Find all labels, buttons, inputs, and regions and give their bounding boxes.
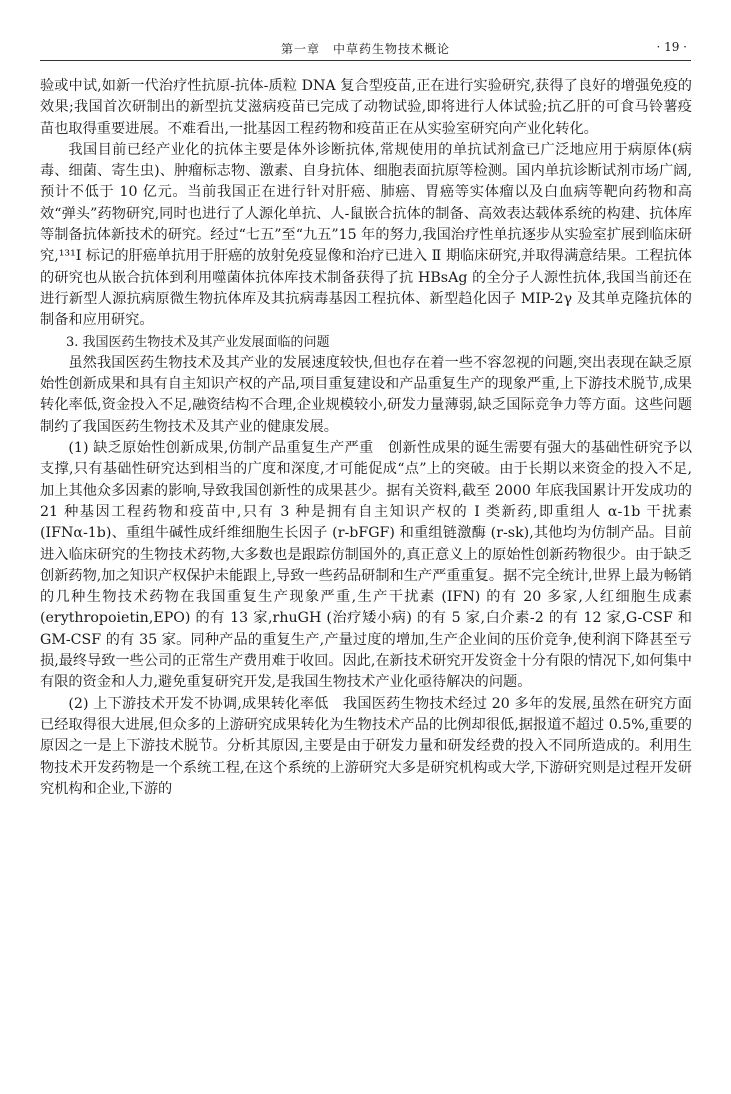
body-text	[40, 76, 692, 800]
running-header	[40, 38, 691, 61]
paragraph: 虽然我国医药生物技术及其产业的发展速度较快,但也存在着一些不容忽视的问题,突出表现在缺乏原始性创新成果和具有自主知识产权的产品,项目重复建设和产品重复生产的现象严重,上下游技术脱节,成果转化率低,资金投入不足,融资结构不合理,企业规模较小,研发力量薄弱,缺乏国际竞争力等方面。这些问题制约了我国医药生物技术及其产业的健康发展。	[40, 354, 692, 435]
paragraph: 验或中试,如新一代治疗性抗原-抗体-质粒 DNA 复合型疫苗,正在进行实验研究,获得了良好的增强免疫的效果;我国首次研制出的新型抗艾滋病疫苗已完成了动物试验,即将进行人体试验;抗乙肝的可食马铃薯疫苗也取得重要进展。不难看出,一批基因工程药物和疫苗正在从实验室研究向产业化转化。	[40, 78, 692, 137]
page-number: · 19 ·	[656, 40, 687, 54]
paragraph: 我国目前已经产业化的抗体主要是体外诊断抗体,常规使用的单抗试剂盒已广泛地应用于病原体(病毒、细菌、寄生虫)、肿瘤标志物、激素、自身抗体、细胞表面抗原等检测。国内单抗诊断试剂市场广阔,预计不低于 10 亿元。当前我国正在进行针对肝癌、肺癌、胃癌等实体瘤以及白血病等靶向药物和高效“弹头”药物研究,同时也进行了人源化单抗、人-鼠嵌合抗体的制备、高效表达载体系统的构建、抗体库等制备抗体新技术的研究。经过“七五”至“九五”15 年的努力,我国治疗性单抗逐步从实验室扩展到临床研究,¹³¹I 标记的肝癌单抗用于肝癌的放射免疫显像和治疗已进入 Ⅱ 期临床研究,并取得满意结果。工程抗体的研究也从嵌合抗体到利用噬菌体抗体库技术制备获得了抗 HBsAg 的全分子人源性抗体,我国当前还在进行新型人源抗病原微生物抗体库及其抗病毒基因工程抗体、新型趋化因子 MIP-2γ 及其单克隆抗体的制备和应用研究。	[40, 141, 692, 329]
chapter-title: 第一章 中草药生物技术概论	[280, 42, 450, 56]
paragraph: (1) 缺乏原始性创新成果,仿制产品重复生产严重 创新性成果的诞生需要有强大的基础性研究予以支撑,只有基础性研究达到相当的广度和深度,才可能促成“点”上的突破。由于长期以来资金的投入不足,加上其他众多因素的影响,导致我国创新性的成果甚少。据有关资料,截至 2000 年底我国累计开发成功的 21 种基因工程药物和疫苗中,只有 3 种是拥有自主知识产权的 I 类新药,即重组人 α-1b 干扰素 (IFNα-1b)、重组牛碱性成纤维细胞生长因子 (r-bFGF) 和重组链激酶 (r-sk),其他均为仿制产品。目前进入临床研究的生物技术药物,大多数也是跟踪仿制国外的,真正意义上的原始性创新药物很少。由于缺乏创新药物,加之知识产权保护未能跟上,导致一些药品研制和生产严重重复。据不完全统计,世界上最为畅销的几种生物技术药物在我国重复生产现象严重,生产干扰素 (IFN) 的有 20 多家,人红细胞生成素 (erythropoietin,EPO) 的有 13 家,rhuGH (治疗矮小病) 的有 5 家,白介素-2 的有 12 家,G-CSF 和 GM-CSF 的有 35 家。同种产品的重复生产,产量过度的增加,生产企业间的压价竞争,使利润下降甚至亏损,最终导致一些公司的正常生产费用难于收回。因此,在新技术研究开发资金十分有限的情况下,如何集中有限的资金和人力,避免重复研究开发,是我国生物技术产业化亟待解决的问题。	[40, 440, 692, 691]
section-heading: 3. 我国医药生物技术及其产业发展面临的问题	[66, 334, 330, 350]
paragraph: (2) 上下游技术开发不协调,成果转化率低 我国医药生物技术经过 20 多年的发展,虽然在研究方面已经取得很大进展,但众多的上游研究成果转化为生物技术产品的比例却很低,据报道不超过 0.5%,重要的原因之一是上下游技术脱节。分析其原因,主要是由于研发力量和研发经费的投入不同所造成的。利用生物技术开发药物是一个系统工程,在这个系统的上游研究大多是研究机构或大学,下游研究则是过程开发研究机构和企业,下游的	[40, 695, 692, 797]
